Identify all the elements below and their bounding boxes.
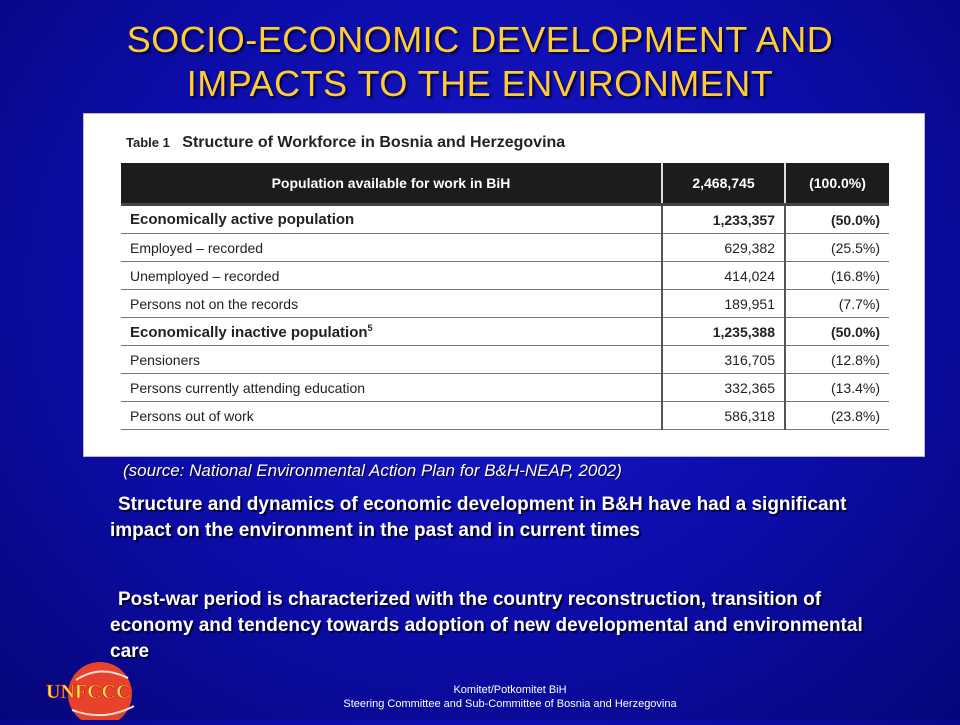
workforce-table-panel bbox=[83, 113, 925, 457]
row-label-text: Economically active population bbox=[130, 211, 355, 228]
footer bbox=[280, 683, 740, 711]
row-percent: (16.8%) bbox=[785, 262, 889, 290]
header-label: Population available for work in BiH bbox=[121, 163, 662, 205]
table-caption bbox=[126, 134, 565, 152]
row-value: 1,235,388 bbox=[662, 318, 785, 346]
row-percent: (23.8%) bbox=[785, 402, 889, 430]
row-percent: (12.8%) bbox=[785, 346, 889, 374]
row-value: 414,024 bbox=[662, 262, 785, 290]
footer-line-2: Steering Committee and Sub-Committee of Bosnia and Herzegovina bbox=[343, 698, 677, 710]
row-percent: (50.0%) bbox=[785, 205, 889, 234]
row-label-text: Employed – recorded bbox=[130, 239, 264, 256]
table-row bbox=[121, 374, 889, 402]
row-label bbox=[121, 318, 662, 346]
row-value: 316,705 bbox=[662, 346, 785, 374]
row-label bbox=[121, 262, 662, 290]
row-value: 189,951 bbox=[662, 290, 785, 318]
row-label-text: Persons currently attending education bbox=[130, 379, 366, 396]
row-percent: (25.5%) bbox=[785, 234, 889, 262]
table-row bbox=[121, 290, 889, 318]
table-number: Table 1 bbox=[126, 135, 170, 150]
row-label bbox=[121, 374, 662, 402]
table-title: Structure of Workforce in Bosnia and Herzegovina bbox=[182, 134, 566, 151]
slide-title: SOCIO-ECONOMIC DEVELOPMENT AND IMPACTS TO THE ENVIRONMENT bbox=[126, 19, 834, 104]
header-percent: (100.0%) bbox=[785, 163, 889, 205]
row-label-text: Persons not on the records bbox=[130, 295, 299, 312]
row-label-text: Unemployed – recorded bbox=[130, 267, 280, 284]
header-value: 2,468,745 bbox=[662, 163, 785, 205]
table-row bbox=[121, 402, 889, 430]
table-row bbox=[121, 234, 889, 262]
footnote-marker: 5 bbox=[367, 322, 373, 333]
footer-line-1: Komitet/Potkomitet BiH bbox=[453, 684, 567, 696]
table-row bbox=[121, 318, 889, 346]
row-percent: (50.0%) bbox=[785, 318, 889, 346]
workforce-table bbox=[121, 163, 889, 430]
paragraph-post-war bbox=[110, 587, 880, 665]
row-label bbox=[121, 402, 662, 430]
row-label bbox=[121, 290, 662, 318]
row-label-text: Pensioners bbox=[130, 351, 201, 368]
row-label bbox=[121, 234, 662, 262]
row-value: 1,233,357 bbox=[662, 205, 785, 234]
row-label-text: Persons out of work bbox=[130, 407, 254, 424]
table-row bbox=[121, 205, 889, 234]
row-value: 332,365 bbox=[662, 374, 785, 402]
row-label bbox=[121, 346, 662, 374]
source-note: (source: National Environmental Action Plan for B&H-NEAP, 2002) bbox=[123, 461, 622, 480]
row-value: 586,318 bbox=[662, 402, 785, 430]
row-percent: (7.7%) bbox=[785, 290, 889, 318]
unfccc-logo bbox=[42, 660, 162, 720]
paragraph-text: Post-war period is characterized with the country reconstruction, transition of economy and tendency towards adoption of new developmental and environmental care bbox=[110, 589, 863, 662]
row-label bbox=[121, 205, 662, 234]
table-header-row bbox=[121, 163, 889, 205]
paragraph-text: Structure and dynamics of economic development in B&H have had a significant impact on the environment in the past and in current times bbox=[110, 494, 847, 541]
row-value: 629,382 bbox=[662, 234, 785, 262]
paragraph-economic-impact bbox=[110, 492, 880, 544]
row-percent: (13.4%) bbox=[785, 374, 889, 402]
logo-text: UNFCCC bbox=[46, 681, 131, 703]
table-row bbox=[121, 346, 889, 374]
row-label-text: Economically inactive population bbox=[130, 323, 368, 341]
table-row bbox=[121, 262, 889, 290]
